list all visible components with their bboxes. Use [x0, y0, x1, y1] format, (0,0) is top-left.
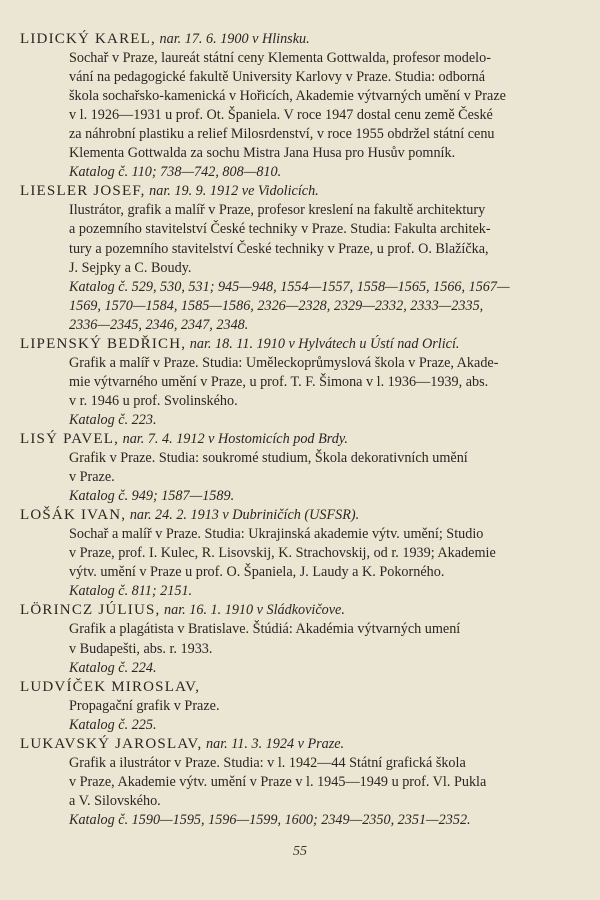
entry-catalog: Katalog č. 1590—1595, 1596—1599, 1600; 2349—2350, 2351—2352.	[69, 811, 471, 828]
entry-text-line: a V. Silovského.	[69, 792, 161, 809]
entry-text-line: a pozemního stavitelství České techniky v Praze. Studia: Fakulta architek-	[69, 221, 491, 238]
entry-text-line: Sochař a malíř v Praze. Studia: Ukrajinská akademie výtv. umění; Studio	[69, 526, 484, 543]
entry-name: LISÝ PAVEL,	[20, 430, 120, 447]
entry-text-line: v r. 1946 u prof. Svolinského.	[69, 392, 238, 409]
entry-catalog: Katalog č. 110; 738—742, 808—810.	[69, 164, 282, 181]
entry-name: LOŠÁK IVAN,	[20, 507, 127, 524]
entry-catalog: Katalog č. 811; 2151.	[69, 583, 193, 600]
entry-birth: nar. 18. 11. 1910 v Hylvátech u Ústí nad Orlicí.	[189, 335, 460, 352]
entry-text-line: J. Sejpky a C. Boudy.	[69, 259, 192, 276]
entry-birth: nar. 11. 3. 1924 v Praze.	[206, 735, 345, 752]
entry-text-line: Ilustrátor, grafik a malíř v Praze, profesor kreslení na fakultě architektury	[69, 202, 486, 219]
entry-lipensky	[20, 335, 580, 430]
entry-birth: nar. 24. 2. 1913 v Dubriničích (USFSR).	[129, 507, 360, 524]
entry-name: LIDICKÝ KAREL,	[20, 31, 156, 47]
entry-text-line: mie výtvarného umění v Praze, u prof. T. F. Šimona v l. 1936—1939, abs.	[69, 373, 489, 390]
entry-name: LUKAVSKÝ JAROSLAV,	[20, 735, 203, 752]
entry-text-line: v Praze.	[69, 469, 115, 486]
page-number: 55	[293, 844, 307, 859]
entry-name: LUDVÍČEK MIROSLAV,	[20, 678, 201, 695]
entry-catalog: 2336—2345, 2346, 2347, 2348.	[69, 316, 249, 333]
entry-text-line: Propagační grafik v Praze.	[69, 697, 220, 714]
entry-name: LÖRINCZ JÚLIUS,	[20, 602, 161, 619]
entry-lidicky	[20, 30, 580, 182]
entry-text-line: v Budapešti, abs. r. 1933.	[69, 640, 213, 657]
entry-text-line: Grafik a plagátista v Bratislave. Štúdiá: Akadémia výtvarných umení	[69, 621, 461, 638]
entry-catalog: 1569, 1570—1584, 1585—1586, 2326—2328, 2329—2332, 2333—2335,	[69, 297, 484, 314]
entry-catalog: Katalog č. 949; 1587—1589.	[69, 488, 235, 505]
entry-text-line: vání na pedagogické fakultě University Karlovy v Praze. Studia: odborná	[69, 69, 486, 86]
entries-list	[20, 30, 580, 830]
entry-ludvicek	[20, 678, 580, 735]
entry-name: LIPENSKÝ BEDŘICH,	[20, 335, 187, 352]
entry-catalog: Katalog č. 529, 530, 531; 945—948, 1554—1557, 1558—1565, 1566, 1567—	[69, 278, 510, 295]
entry-text-line: výtv. umění v Praze u prof. O. Španiela, J. Laudy a K. Pokorného.	[69, 564, 445, 581]
entry-text-line: v Praze, Akademie výtv. umění v Praze v l. 1945—1949 u prof. Vl. Pukla	[69, 773, 487, 790]
entry-text-line: Klementa Gottwalda za sochu Mistra Jana Husa pro Husův pomník.	[69, 145, 456, 162]
entry-text-line: Grafik a malíř v Praze. Studia: Uměleckoprůmyslová škola v Praze, Akade-	[69, 354, 499, 371]
entry-text-line: škola sochařsko-kamenická v Hořicích, Akademie výtvarných umění v Praze	[69, 88, 506, 105]
entry-name: LIESLER JOSEF,	[20, 183, 146, 200]
entry-text-line: v l. 1926—1931 u prof. Ot. Španiela. V roce 1947 dostal cenu země České	[69, 107, 493, 124]
entry-lorincz	[20, 601, 580, 677]
entry-text-line: Grafik v Praze. Studia: soukromé studium, Škola dekorativních umění	[69, 450, 468, 467]
entry-catalog: Katalog č. 223.	[69, 411, 157, 428]
entry-lukavsky	[20, 735, 580, 830]
entry-text-line: Grafik a ilustrátor v Praze. Studia: v l. 1942—44 Státní grafická škola	[69, 754, 466, 771]
entry-text-line: za náhrobní plastiku a relief Milosrdenství, v roce 1955 obdržel státní cenu	[69, 126, 495, 143]
entry-birth: nar. 17. 6. 1900 v Hlinsku.	[159, 31, 310, 47]
entry-text-line: v Praze, prof. I. Kulec, R. Lisovskij, K. Strachovskij, od r. 1939; Akademie	[69, 545, 496, 562]
entry-text-line: Sochař v Praze, laureát státní ceny Klementa Gottwalda, profesor modelo-	[69, 50, 491, 67]
entry-catalog: Katalog č. 225.	[69, 716, 157, 733]
entry-birth: nar. 16. 1. 1910 v Sládkovičove.	[164, 602, 345, 619]
entry-birth: nar. 19. 9. 1912 ve Vidolicích.	[149, 183, 319, 200]
entry-text-line: tury a pozemního stavitelství České techniky v Praze, u prof. O. Blažíčka,	[69, 240, 489, 257]
entry-birth: nar. 7. 4. 1912 v Hostomicích pod Brdy.	[122, 430, 348, 447]
entry-liesler	[20, 182, 580, 334]
entry-lisy	[20, 430, 580, 506]
entry-losak	[20, 506, 580, 601]
entry-catalog: Katalog č. 224.	[69, 659, 157, 676]
